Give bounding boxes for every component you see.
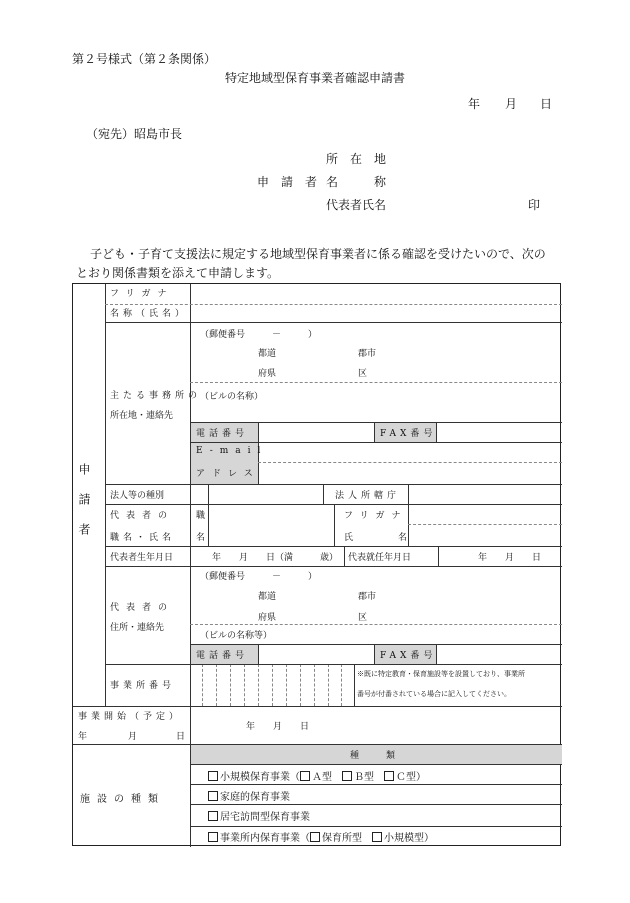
start-date-month: 月 [128,732,138,742]
name-label: 名 称 [326,175,387,189]
start-date-day: 日 [176,732,186,742]
checkbox-icon[interactable] [310,832,320,842]
office-number-note-1: ※既に特定教育・保育施設等を設置しており、事業所 [357,670,525,678]
facility-type-label: 施設の種類 [80,794,165,805]
main-office-label: 主たる事務所の [110,391,202,401]
building-name-label: （ビルの名称） [200,392,264,402]
kind-home-visit[interactable]: 居宅訪問型保育事業 [208,808,310,823]
application-form-table [72,283,561,846]
checkbox-icon[interactable] [208,832,218,842]
furigana-label: フリガナ [110,289,174,299]
prefecture-label-2: 府県 [258,369,277,379]
rep-phone-label: 電話番号 [196,651,249,661]
fax-label: FAX番号 [380,429,437,439]
rep-address-label-2: 住所・連絡先 [110,623,165,633]
rep-term-label: 代表就任年月日 [348,553,412,563]
rep-fax-label: FAX番号 [380,651,437,661]
page-title: 特定地域型保育事業者確認申請書 [224,71,405,85]
phone-label: 電話番号 [196,429,249,439]
main-office-label-2: 所在地・連絡先 [110,411,174,421]
checkbox-icon[interactable] [384,771,394,781]
start-date-label: 事業開始（予定） [78,712,183,722]
corp-type-label: 法人等の種別 [110,491,165,501]
date-day: 日 [540,97,553,111]
rep-postal-code-line: （郵便番号 － ） [200,572,318,582]
rep-city-label-2: 区 [358,613,368,623]
checkbox-icon[interactable] [208,811,218,821]
date-month: 月 [505,97,518,111]
kinds-header: 種 類 [350,751,396,761]
representative-title-label: 代表者の [110,511,175,521]
name-field-label: 名称（氏名） [110,309,189,319]
kind-home-based[interactable]: 家庭的保育事業 [208,788,290,803]
corp-office-label: 法人所轄庁 [335,491,401,501]
rep-term-value: 年 月 日 [478,553,542,563]
postal-code-line: （郵便番号 － ） [200,330,318,340]
intro-line-2: とおり関係書類を添えて申請します。 [76,266,280,280]
checkbox-icon[interactable] [300,771,310,781]
email-label-1: E-mail [196,446,268,456]
rep-birth-label: 代表者生年月日 [110,553,174,563]
form-number: 第２号様式（第２条関係） [72,52,217,66]
applicant-label: 申 請 者 [257,175,318,189]
kind-workplace[interactable]: 事業所内保育事業（ 保育所型 小規模型） [208,829,434,844]
rep-prefecture-label-1: 都道 [258,592,277,602]
rep-city-label-1: 郡市 [358,592,377,602]
kind-small-scale[interactable]: 小規模保育事業（ Ａ型 Ｂ型 Ｃ型） [208,768,426,783]
city-label-2: 区 [358,369,368,379]
email-label-2: アドレス [196,469,260,479]
seal-mark: 印 [528,198,541,212]
representative-title-label-2: 職名・氏名 [110,533,176,543]
rep-birth-value: 年 月 日（満 歳） [212,553,339,563]
intro-line-1: 子ども・子育て支援法に規定する地域型保育事業者に係る確認を受けたいので、次の [90,247,546,261]
rep-address-label: 代表者の [110,603,175,613]
office-number-note-2: 番号が付番されている場合に記入してください。 [357,690,511,698]
checkbox-icon[interactable] [342,771,352,781]
office-number-label: 事業所番号 [110,681,176,691]
city-label-1: 郡市 [358,349,377,359]
mei-label-2: 名 [398,533,408,543]
rep-building-label: （ビルの名称等） [200,631,273,641]
mei-label: 名 [196,533,206,543]
applicant-vertical-label: 申請者 [77,463,91,553]
shi-label: 氏 [344,533,354,543]
start-date-value: 年 月 日 [246,722,310,732]
rep-prefecture-label-2: 府県 [258,613,277,623]
addressee: （宛先）昭島市長 [86,127,183,141]
start-date-year: 年 [78,732,88,742]
date-year: 年 [468,97,481,111]
shoku-label: 職 [196,511,206,521]
representative-label: 代表者氏名 [326,198,387,212]
checkbox-icon[interactable] [208,791,218,801]
furigana-label-2: フリガナ [344,511,408,521]
prefecture-label-1: 都道 [258,349,277,359]
location-label: 所 在 地 [326,152,387,166]
checkbox-icon[interactable] [208,771,218,781]
checkbox-icon[interactable] [372,832,382,842]
